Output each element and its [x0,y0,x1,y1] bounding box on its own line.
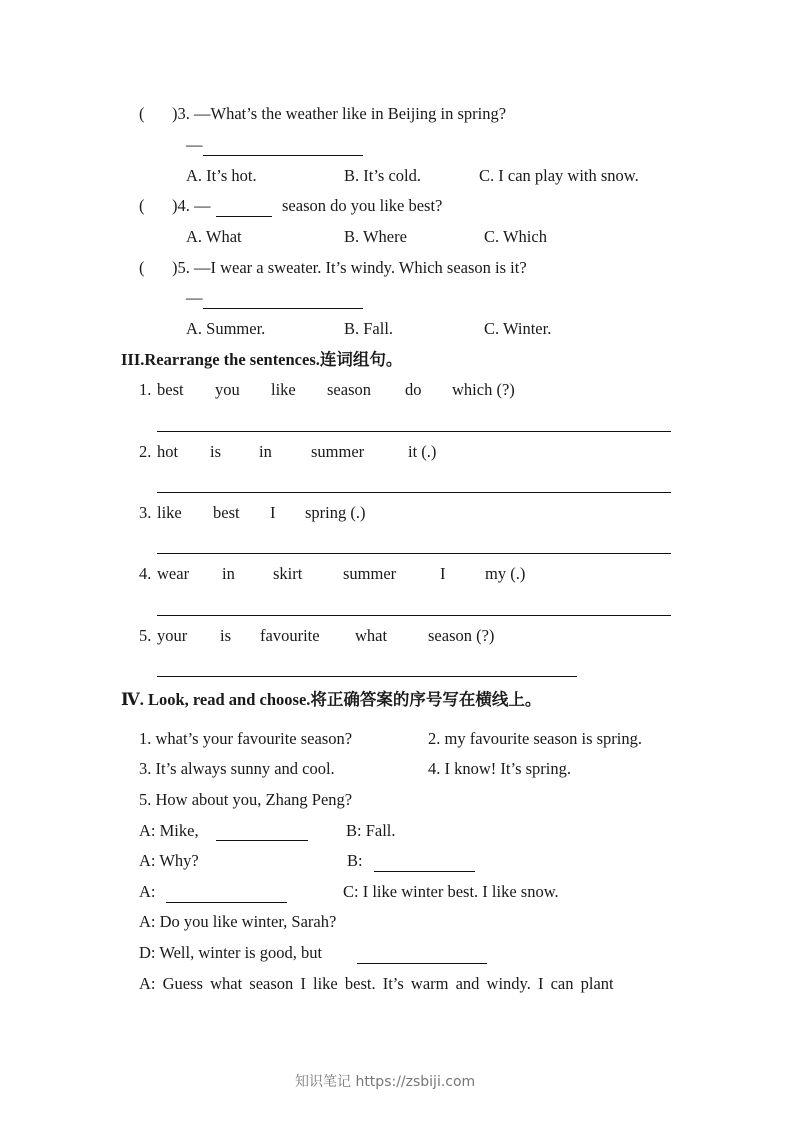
rearrange-2-word: it (.) [408,442,437,461]
dialogue-blank-4[interactable] [357,963,487,964]
rearrange-1-answer-line[interactable] [157,431,671,432]
rearrange-3-word: like [157,503,182,522]
rearrange-1-word: like [271,380,296,399]
section4-title: Ⅳ. Look, read and choose.将正确答案的序号写在横线上。 [121,690,542,709]
dialogue-line-2-b: B: [347,851,363,870]
footer-watermark: 知识笔记 https://zsbiji.com [295,1074,476,1090]
dialogue-blank-1[interactable] [216,840,308,841]
q4-option-c: C. Which [484,227,547,246]
rearrange-4-word: in [222,564,235,583]
choice-option-3: 3. It’s always sunny and cool. [139,759,335,778]
rearrange-3-word: spring (.) [305,503,366,522]
choice-option-1: 1. what’s your favourite season? [139,729,353,748]
q3-option-b: B. It’s cold. [344,166,421,185]
q3-stem: )3. —What’s the weather like in Beijing in spring? [172,104,507,123]
rearrange-2-word: hot [157,442,179,461]
q5-option-b: B. Fall. [344,319,394,338]
q5-paren: ( [139,258,145,277]
rearrange-5-word: is [220,626,232,645]
q4-option-b: B. Where [344,227,407,246]
dialogue-line-1-a: A: Mike, [139,821,199,840]
rearrange-3-word: I [270,503,276,522]
rearrange-4-word: my (.) [485,564,526,583]
choice-option-2: 2. my favourite season is spring. [428,729,643,748]
dialogue-line-3-a: A: [139,882,156,901]
q4-stem-post: season do you like best? [282,196,443,215]
dialogue-blank-2[interactable] [374,871,475,872]
rearrange-2-word: is [210,442,222,461]
rearrange-1-word: you [215,380,240,399]
dialogue-line-5: D: Well, winter is good, but [139,943,323,962]
rearrange-4-word: summer [343,564,397,583]
dialogue-line-6: A: Guess what season I like best. It’s warm and windy. I can plant [139,974,614,993]
rearrange-4-word: wear [157,564,190,583]
rearrange-4-word: skirt [273,564,303,583]
rearrange-5-word: your [157,626,188,645]
q5-dash: — [186,288,203,307]
rearrange-1-word: which (?) [452,380,515,399]
rearrange-5-word: what [355,626,388,645]
dialogue-blank-3[interactable] [166,902,287,903]
q3-answer-blank[interactable] [203,155,363,156]
rearrange-5-word: favourite [260,626,320,645]
q3-paren: ( [139,104,145,123]
rearrange-5-word: season (?) [428,626,495,645]
rearrange-1-word: best [157,380,184,399]
q3-dash: — [186,135,203,154]
q3-option-c: C. I can play with snow. [479,166,639,185]
dialogue-line-3-c: C: I like winter best. I like snow. [343,882,559,901]
rearrange-2-answer-line[interactable] [157,492,671,493]
rearrange-3-word: best [213,503,240,522]
rearrange-2-num: 2. [139,442,152,461]
rearrange-4-answer-line[interactable] [157,615,671,616]
rearrange-4-num: 4. [139,564,152,583]
rearrange-3-num: 3. [139,503,152,522]
q5-option-a: A. Summer. [186,319,266,338]
q5-answer-blank[interactable] [203,308,363,309]
q5-option-c: C. Winter. [484,319,552,338]
rearrange-2-word: summer [311,442,365,461]
q4-stem-pre: )4. — [172,196,211,215]
choice-option-5: 5. How about you, Zhang Peng? [139,790,353,809]
rearrange-5-num: 5. [139,626,152,645]
dialogue-line-1-b: B: Fall. [346,821,396,840]
q4-option-a: A. What [186,227,242,246]
rearrange-2-word: in [259,442,272,461]
rearrange-4-word: I [440,564,446,583]
section3-title: III.Rearrange the sentences.连词组句。 [121,350,403,369]
rearrange-1-word: do [405,380,422,399]
dialogue-line-2-a: A: Why? [139,851,199,870]
rearrange-3-answer-line[interactable] [157,553,671,554]
dialogue-line-4: A: Do you like winter, Sarah? [139,912,337,931]
rearrange-1-num: 1. [139,380,152,399]
q3-option-a: A. It’s hot. [186,166,257,185]
rearrange-1-word: season [327,380,371,399]
q4-paren: ( [139,196,145,215]
choice-option-4: 4. I know! It’s spring. [428,759,571,778]
q5-stem: )5. —I wear a sweater. It’s windy. Which season is it? [172,258,527,277]
q4-answer-blank[interactable] [216,216,272,217]
rearrange-5-answer-line[interactable] [157,676,577,677]
